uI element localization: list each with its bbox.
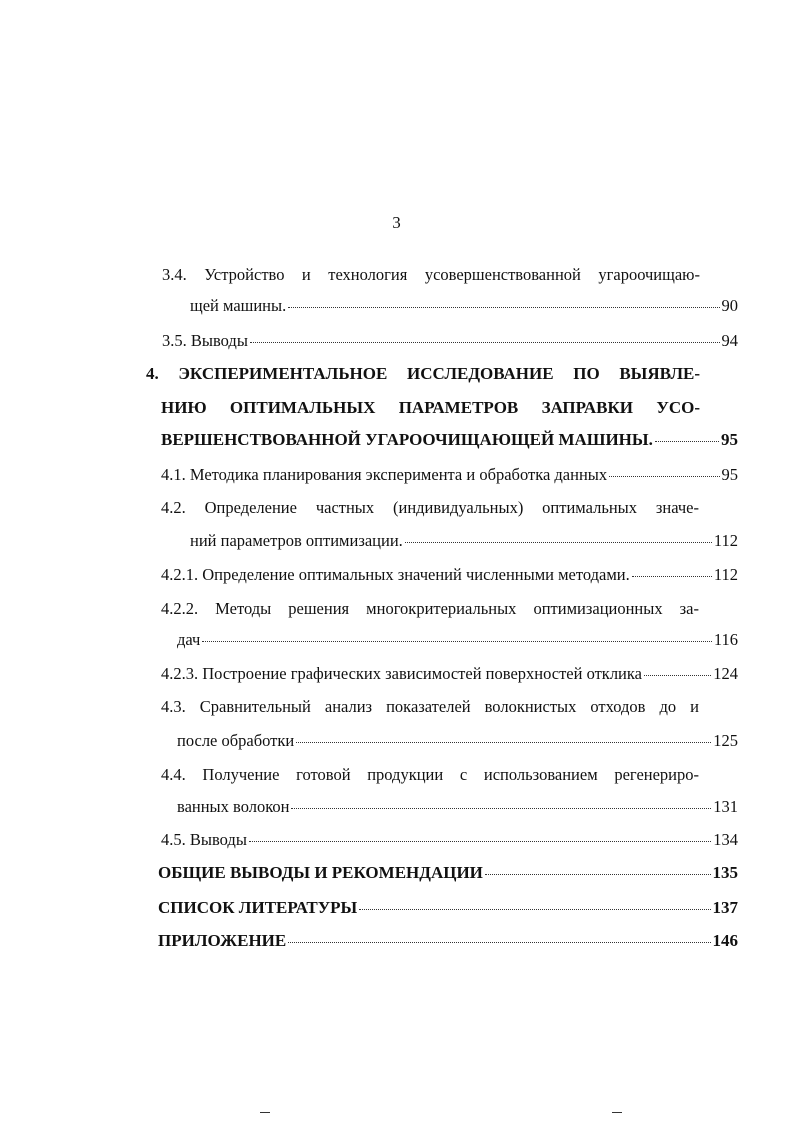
- toc-page-number: 137: [712, 898, 738, 917]
- toc-entry-4-3-line1[interactable]: [161, 694, 699, 720]
- toc-entry-text: 4.5. Выводы: [161, 830, 247, 849]
- toc-entry-text: 4.2.2. Методы решения многокритериальных оптимизационных за-: [161, 599, 699, 618]
- toc-entry-text: 3.5. Выводы: [162, 331, 248, 350]
- leader-dots: [249, 833, 711, 842]
- toc-page-number: 112: [713, 565, 738, 584]
- toc-entry-text: после обработки: [177, 731, 295, 750]
- leader-dots: [250, 334, 720, 343]
- toc-entry-4-1[interactable]: [161, 462, 738, 488]
- leader-dots: [296, 734, 711, 743]
- toc-page-number: 135: [712, 863, 738, 882]
- toc-page-number: 90: [721, 296, 738, 315]
- toc-entry-text: 3.4. Устройство и технология усовершенствованной угароочищаю-: [162, 265, 700, 284]
- toc-entry-text: НИЮ ОПТИМАЛЬНЫХ ПАРАМЕТРОВ ЗАПРАВКИ УСО-: [161, 398, 700, 417]
- leader-dots: [291, 800, 711, 809]
- toc-page-number: 124: [713, 664, 738, 683]
- leader-dots: [288, 299, 719, 308]
- toc-entry-text: 4.3. Сравнительный анализ показателей волокнистых отходов до и: [161, 697, 699, 716]
- leader-dots: [644, 667, 711, 676]
- toc-entry-3-5[interactable]: [162, 328, 738, 354]
- toc-entry-4-2-2[interactable]: [177, 627, 738, 653]
- toc-entry-text: ванных волокон: [177, 797, 290, 816]
- toc-entry-text: ний параметров оптимизации.: [190, 531, 403, 550]
- toc-entry-text: 4.4. Получение готовой продукции с использованием регенериро-: [161, 765, 699, 784]
- toc-page-number: 95: [721, 430, 738, 449]
- toc-entry-3-4[interactable]: [190, 293, 738, 319]
- toc-entry-text: СПИСОК ЛИТЕРАТУРЫ: [158, 898, 358, 917]
- toc-entry-4-3[interactable]: [177, 728, 738, 754]
- toc-entry-4-4[interactable]: [177, 794, 738, 820]
- toc-entry-text: ВЕРШЕНСТВОВАННОЙ УГАРООЧИЩАЮЩЕЙ МАШИНЫ.: [161, 430, 653, 449]
- toc-entry-4-2-3[interactable]: [161, 661, 738, 687]
- toc-entry-4-line1[interactable]: [146, 361, 700, 387]
- leader-dots: [405, 534, 712, 543]
- leader-dots: [632, 568, 712, 577]
- toc-entry-references[interactable]: [158, 895, 738, 921]
- toc-page-number: 94: [721, 331, 738, 350]
- toc-entry-text: 4.1. Методика планирования эксперимента и обработка данных: [161, 465, 608, 484]
- leader-dots: [655, 433, 719, 442]
- toc-entry-text: дач: [177, 630, 201, 649]
- toc-entry-4-5[interactable]: [161, 827, 738, 853]
- toc-entry-text: щей машины.: [190, 296, 287, 315]
- toc-entry-conclusions[interactable]: [158, 860, 738, 886]
- toc-entry-text: 4.2.1. Определение оптимальных значений численными методами.: [161, 565, 630, 584]
- toc-entry-text: ОБЩИЕ ВЫВОДЫ И РЕКОМЕНДАЦИИ: [158, 863, 483, 882]
- toc-page-number: 131: [713, 797, 738, 816]
- toc-page-number: 146: [712, 931, 738, 950]
- toc-entry-3-4-line1[interactable]: [162, 262, 700, 288]
- toc-entry-4-2-2-line1[interactable]: [161, 596, 699, 622]
- toc-page-number: 134: [713, 830, 738, 849]
- toc-page-number: 125: [713, 731, 738, 750]
- toc-entry-4-2-1[interactable]: [161, 562, 738, 588]
- toc-entry-text: ПРИЛОЖЕНИЕ: [158, 931, 287, 950]
- toc-entry-text: 4. ЭКСПЕРИМЕНТАЛЬНОЕ ИССЛЕДОВАНИЕ ПО ВЫЯВЛЕ-: [146, 364, 700, 383]
- toc-entry-text: 4.2.3. Построение графических зависимостей поверхностей отклика: [161, 664, 642, 683]
- toc-page-number: 112: [713, 531, 738, 550]
- leader-dots: [288, 934, 710, 943]
- toc-entry-4-line2[interactable]: [161, 395, 700, 421]
- toc-entry-4-2-line1[interactable]: [161, 495, 699, 521]
- toc-page-number: 116: [713, 630, 738, 649]
- toc-entry-appendix[interactable]: [158, 928, 738, 954]
- toc-entry-4-4-line1[interactable]: [161, 762, 699, 788]
- leader-dots: [202, 633, 712, 642]
- toc-entry-4-2[interactable]: [190, 528, 738, 554]
- leader-dots: [359, 901, 710, 910]
- toc-page-number: 95: [721, 465, 738, 484]
- leader-dots: [609, 468, 719, 477]
- scan-mark: [612, 1112, 622, 1113]
- leader-dots: [485, 866, 711, 875]
- toc-entry-4[interactable]: [161, 427, 738, 453]
- page-number: 3: [392, 213, 401, 232]
- scan-mark: [260, 1112, 270, 1113]
- toc-entry-text: 4.2. Определение частных (индивидуальных) оптимальных значе-: [161, 498, 699, 517]
